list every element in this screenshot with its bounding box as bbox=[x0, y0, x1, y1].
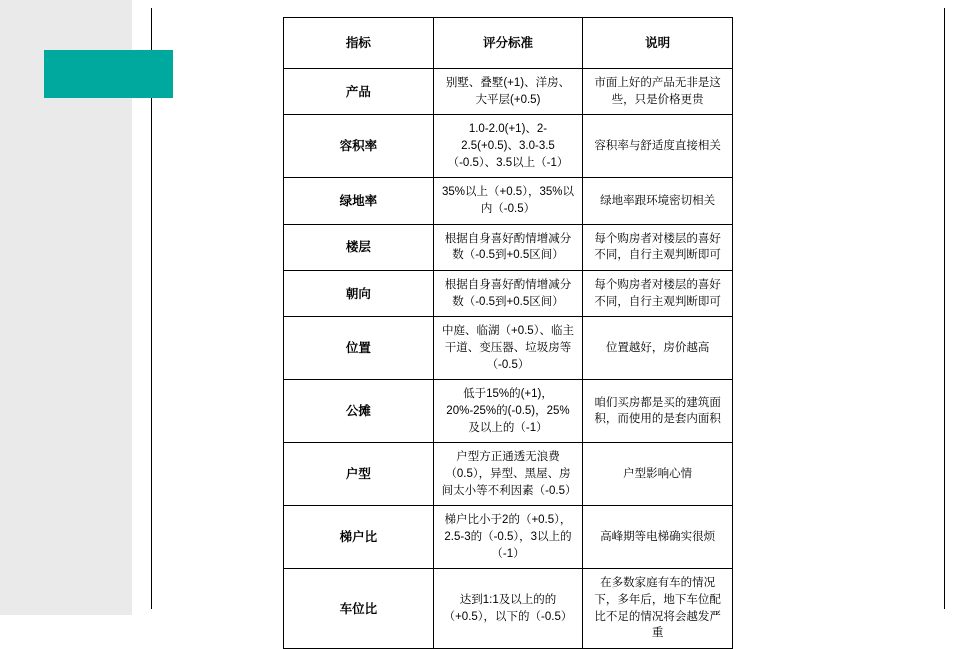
table-row bbox=[284, 69, 733, 115]
cell-criteria: 中庭、临湖（+0.5）、临主干道、变压器、垃圾房等（-0.5） bbox=[433, 317, 583, 380]
table-row bbox=[284, 380, 733, 443]
table-row bbox=[284, 506, 733, 569]
cell-indicator: 位置 bbox=[284, 317, 434, 380]
cell-indicator: 公摊 bbox=[284, 380, 434, 443]
housing-score-table bbox=[283, 17, 733, 649]
content-frame-right-rule bbox=[944, 8, 945, 609]
cell-note: 户型影响心情 bbox=[583, 443, 733, 506]
table-row bbox=[284, 178, 733, 224]
cell-indicator: 朝向 bbox=[284, 271, 434, 317]
cell-criteria: 根据自身喜好酌情增减分数（-0.5到+0.5区间） bbox=[433, 224, 583, 270]
cell-note: 高峰期等电梯确实很烦 bbox=[583, 506, 733, 569]
cell-criteria: 35%以上（+0.5），35%以内（-0.5） bbox=[433, 178, 583, 224]
cell-criteria: 达到1:1及以上的的（+0.5），以下的（-0.5） bbox=[433, 569, 583, 649]
cell-note: 容积率与舒适度直接相关 bbox=[583, 115, 733, 178]
cell-note: 位置越好，房价越高 bbox=[583, 317, 733, 380]
cell-criteria: 1.0-2.0(+1)、2-2.5(+0.5)、3.0-3.5（-0.5）、3.5以上（-1） bbox=[433, 115, 583, 178]
cell-indicator: 产品 bbox=[284, 69, 434, 115]
column-header-criteria: 评分标准 bbox=[433, 18, 583, 69]
table-row bbox=[284, 317, 733, 380]
column-header-indicator: 指标 bbox=[284, 18, 434, 69]
cell-note: 在多数家庭有车的情况下，多年后，地下车位配比不足的情况将会越发严重 bbox=[583, 569, 733, 649]
table-row bbox=[284, 115, 733, 178]
cell-criteria: 根据自身喜好酌情增减分数（-0.5到+0.5区间） bbox=[433, 271, 583, 317]
cell-criteria: 户型方正通透无浪费（0.5），异型、黑屋、房间太小等不利因素（-0.5） bbox=[433, 443, 583, 506]
cell-indicator: 楼层 bbox=[284, 224, 434, 270]
cell-indicator: 绿地率 bbox=[284, 178, 434, 224]
cell-criteria: 梯户比小于2的（+0.5），2.5-3的（-0.5），3以上的（-1） bbox=[433, 506, 583, 569]
table-row bbox=[284, 569, 733, 649]
table-header-row bbox=[284, 18, 733, 69]
table-row bbox=[284, 271, 733, 317]
cell-note: 每个购房者对楼层的喜好不同，自行主观判断即可 bbox=[583, 224, 733, 270]
cell-note: 绿地率跟环境密切相关 bbox=[583, 178, 733, 224]
cell-indicator: 容积率 bbox=[284, 115, 434, 178]
cell-indicator: 户型 bbox=[284, 443, 434, 506]
cell-criteria: 低于15%的(+1)，20%-25%的(-0.5)，25%及以上的（-1） bbox=[433, 380, 583, 443]
cell-note: 每个购房者对楼层的喜好不同，自行主观判断即可 bbox=[583, 271, 733, 317]
cell-note: 市面上好的产品无非是这些，只是价格更贵 bbox=[583, 69, 733, 115]
content-frame-left-rule bbox=[151, 8, 152, 609]
table-row bbox=[284, 443, 733, 506]
cell-indicator: 车位比 bbox=[284, 569, 434, 649]
column-header-note: 说明 bbox=[583, 18, 733, 69]
cell-indicator: 梯户比 bbox=[284, 506, 434, 569]
table-row bbox=[284, 224, 733, 270]
cell-criteria: 别墅、叠墅(+1)、洋房、大平层(+0.5) bbox=[433, 69, 583, 115]
teal-accent-block bbox=[44, 50, 173, 98]
cell-note: 咱们买房都是买的建筑面积，而使用的是套内面积 bbox=[583, 380, 733, 443]
